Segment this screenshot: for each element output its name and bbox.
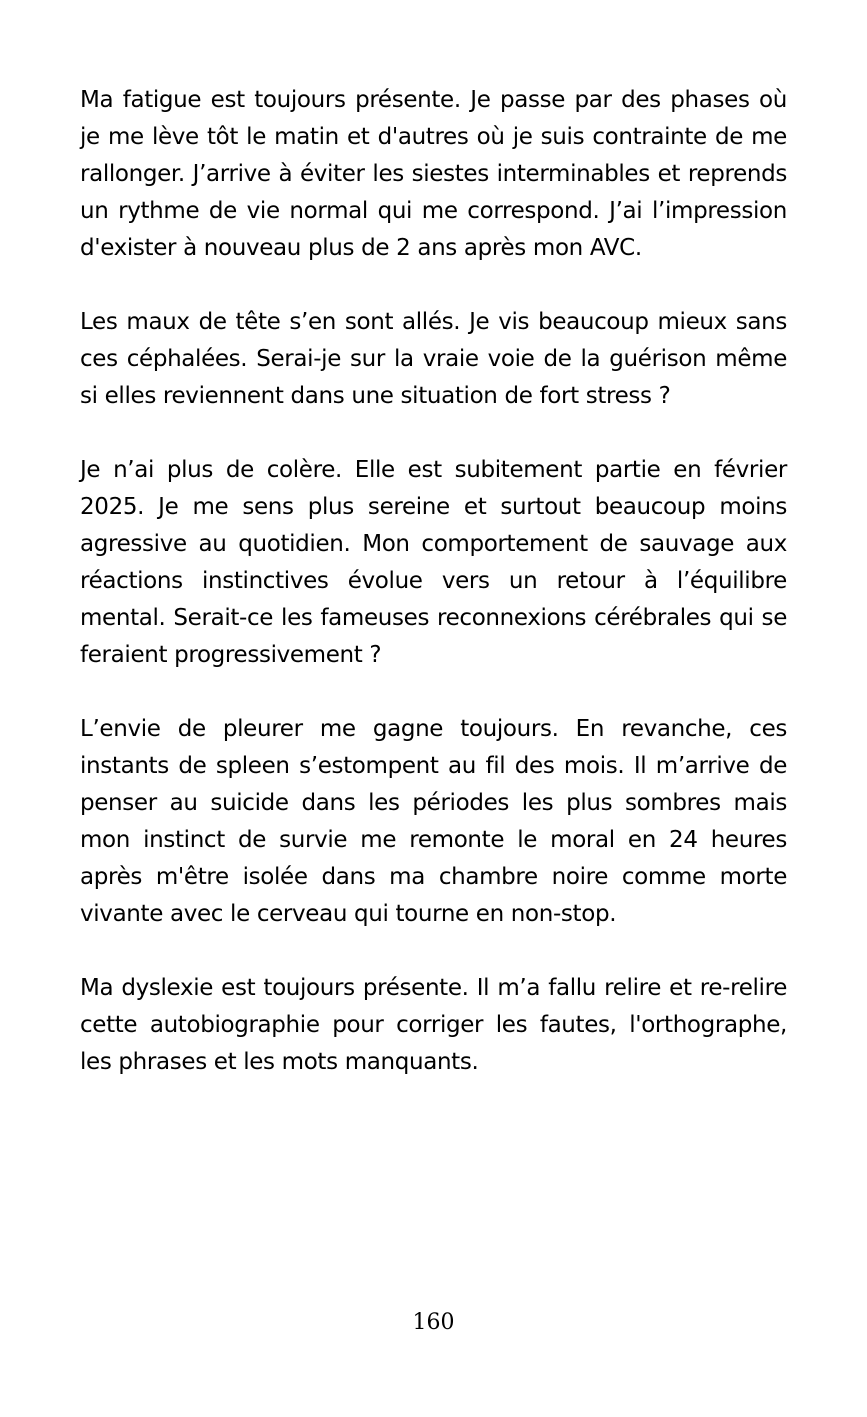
paragraph-anger: Je n’ai plus de colère. Elle est subitement partie en février 2025. Je me sens plus sereine et surtout beaucoup moins agressive au quotidien. Mon comportement de sauvage aux réactions instinctives évolue vers un retour à l’équilibre mental. Serait-ce les fameuses reconnexions cérébrales qui se feraient progressivement ? [80, 457, 787, 668]
paragraph-crying: L’envie de pleurer me gagne toujours. En revanche, ces instants de spleen s’estompent au fil des mois. Il m’arrive de penser au suicide dans les périodes les plus sombres mais mon instinct de survie me remonte le moral en 24 heures après m'être isolée dans ma chambre noire comme morte vivante avec le cerveau qui tourne en non-stop. [80, 716, 787, 927]
paragraph-fatigue: Ma fatigue est toujours présente. Je passe par des phases où je me lève tôt le matin et d'autres où je suis contrainte de me rallonger. J’arrive à éviter les siestes interminables et reprends un rythme de vie normal qui me correspond. J’ai l’impression d'exister à nouveau plus de 2 ans après mon AVC. [80, 87, 787, 261]
page-number: 160 [412, 1310, 455, 1335]
body-text [80, 82, 787, 1118]
paragraph-dyslexia: Ma dyslexie est toujours présente. Il m’a fallu relire et re-relire cette autobiographie pour corriger les fautes, l'orthographe, les phrases et les mots manquants. [80, 975, 787, 1075]
paragraph-headaches: Les maux de tête s’en sont allés. Je vis beaucoup mieux sans ces céphalées. Serai-je sur la vraie voie de la guérison même si elles reviennent dans une situation de fort stress ? [80, 309, 787, 409]
